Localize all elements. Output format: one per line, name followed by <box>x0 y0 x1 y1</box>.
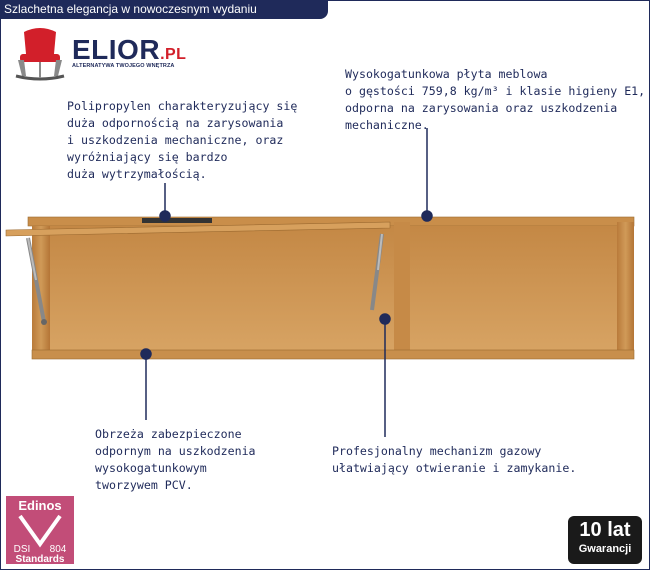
gas-mechanism-callout: Profesjonalny mechanizm gazowy ułatwiający otwieranie i zamykanie. <box>332 444 577 475</box>
edinos-standards: Standards <box>15 554 65 564</box>
board-marker <box>422 211 432 221</box>
edinos-num: 804 <box>49 544 67 555</box>
warranty-years: 10 lat <box>579 519 631 541</box>
brand-logo: ELIOR.PL <box>72 34 187 65</box>
gas-mechanism-marker <box>380 314 390 324</box>
flap-handle <box>142 218 212 223</box>
cabinet-bottom <box>32 350 634 359</box>
edges-callout: Obrzeża zabezpieczone odpornym na uszkodzenia wysokogatunkowym tworzywem PCV. <box>95 427 256 492</box>
cabinet-back <box>50 226 620 350</box>
edinos-name: Edinos <box>18 498 62 513</box>
warranty-label: Gwarancji <box>578 543 632 555</box>
warranty-badge <box>568 516 642 564</box>
edinos-standards-badge <box>6 496 74 564</box>
cabinet-divider <box>394 222 410 354</box>
edinos-dsi: DSI <box>13 544 31 555</box>
polypropylene-marker <box>160 211 170 221</box>
board-callout: Wysokogatunkowa płyta meblowa o gęstości 759,8 kg/m³ i klasie higieny E1, odporna na zarysowania oraz uszkodzenia mechaniczne. <box>345 67 646 132</box>
edges-marker <box>141 349 151 359</box>
cabinet-right-side <box>617 222 634 358</box>
cabinet-left-side <box>32 226 50 356</box>
polypropylene-callout: Polipropylen charakteryzujący się duża odpornością na zarysowania i uszkodzenia mechaniczne, oraz wyróżniający się bardzo duża wytrzymałością. <box>67 99 298 181</box>
page-title: Szlachetna elegancja w nowoczesnym wydaniu <box>0 0 328 19</box>
brand-tagline: ALTERNATYWA TWOJEGO WNĘTRZA <box>72 63 175 69</box>
